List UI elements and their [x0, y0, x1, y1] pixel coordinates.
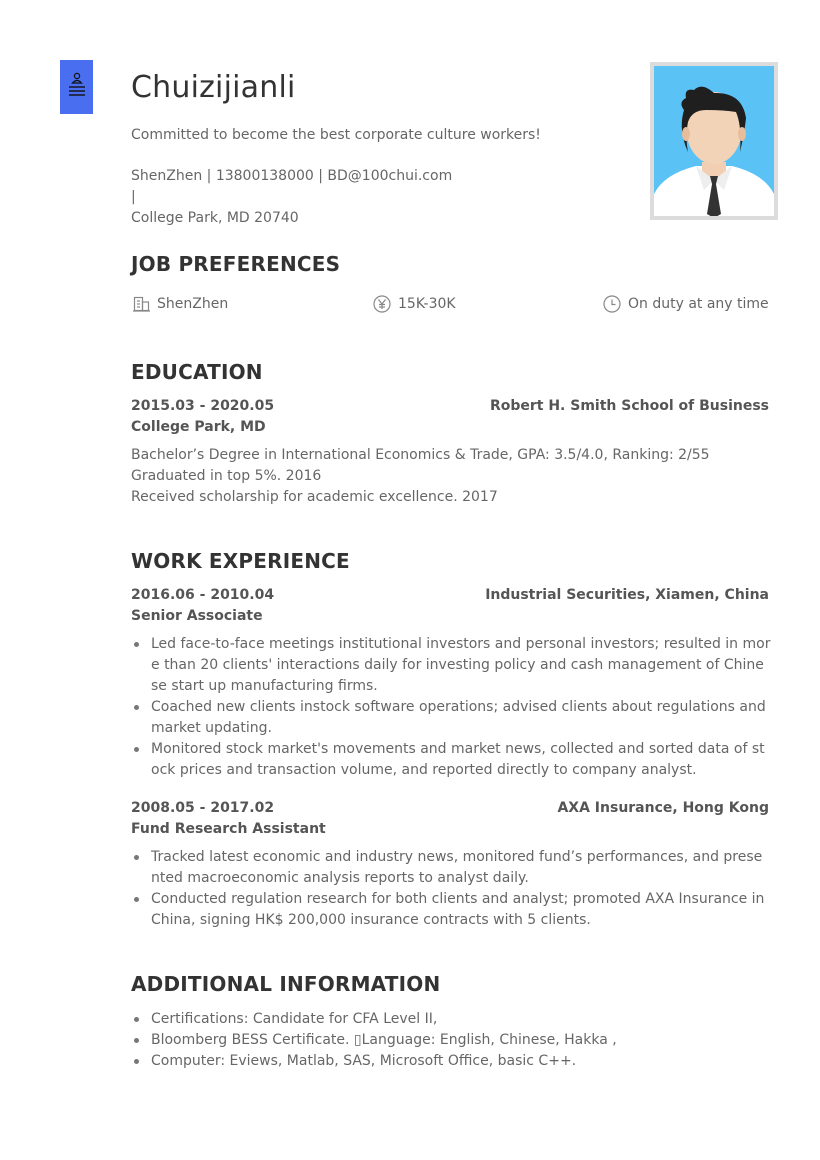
list-item: Conducted regulation research for both clients and analyst; promoted AXA Insurance in China, signing HK$ 200,000 insurance contracts with 5 clients. [131, 889, 771, 931]
yen-icon [373, 295, 391, 313]
work-header [131, 800, 769, 816]
avatar-photo [650, 62, 778, 220]
education-period: 2015.03 - 2020.05 [131, 398, 275, 414]
section-title-additional-information: ADDITIONAL INFORMATION [131, 972, 441, 996]
section-title-work-experience: WORK EXPERIENCE [131, 549, 350, 573]
work-bullets [131, 847, 771, 931]
section-title-education: EDUCATION [131, 360, 263, 384]
building-icon [133, 296, 150, 312]
list-item: Certifications: Candidate for CFA Level II, [131, 1009, 771, 1030]
pref-city-label: ShenZhen [157, 296, 229, 312]
work-title: Fund Research Assistant [131, 821, 326, 837]
list-item: Bloomberg BESS Certificate. ▯Language: English, Chinese, Hakka , [131, 1030, 771, 1051]
work-period: 2016.06 - 2010.04 [131, 587, 275, 603]
pref-city [133, 294, 228, 314]
list-item: Computer: Eviews, Matlab, SAS, Microsoft Office, basic C++. [131, 1051, 771, 1072]
education-details [131, 445, 771, 508]
avatar-illustration [654, 66, 774, 216]
address-line: College Park, MD 20740 [131, 210, 299, 226]
list-item: Led face-to-face meetings institutional investors and personal investors; resulted in more than 20 clients' interactions daily for investing policy and cash management of Chinese start up manufacturing firms. [131, 634, 771, 697]
pref-salary [373, 294, 456, 314]
work-company: AXA Insurance, Hong Kong [557, 800, 769, 816]
education-location: College Park, MD [131, 419, 266, 435]
section-title-job-preferences: JOB PREFERENCES [131, 252, 341, 276]
education-detail: Bachelor’s Degree in International Economics & Trade, GPA: 3.5/4.0, Ranking: 2/55 [131, 447, 710, 463]
work-period: 2008.05 - 2017.02 [131, 800, 275, 816]
work-company: Industrial Securities, Xiamen, China [485, 587, 769, 603]
work-title: Senior Associate [131, 608, 263, 624]
clock-icon [603, 295, 621, 313]
education-header [131, 398, 769, 414]
pref-salary-label: 15K-30K [398, 296, 456, 312]
education-detail: Graduated in top 5%. 2016 [131, 468, 322, 484]
work-header [131, 587, 769, 603]
list-item: Monitored stock market's movements and market news, collected and sorted data of stock prices and transaction volume, and reported directly to company analyst. [131, 739, 771, 781]
pref-availability-label: On duty at any time [628, 296, 769, 312]
motto: Committed to become the best corporate culture workers! [131, 127, 541, 143]
work-bullets [131, 634, 771, 781]
pref-availability [603, 294, 769, 314]
education-detail: Received scholarship for academic excellence. 2017 [131, 489, 498, 505]
profile-tab[interactable] [60, 60, 93, 114]
additional-bullets [131, 1009, 771, 1072]
contact-line: ShenZhen | 13800138000 | BD@100chui.com | [131, 168, 453, 205]
contact-info [131, 166, 461, 229]
education-school: Robert H. Smith School of Business [489, 398, 769, 414]
user-menu-icon [69, 72, 85, 100]
candidate-name: Chuizijianli [131, 70, 296, 105]
list-item: Tracked latest economic and industry news, monitored fund’s performances, and presented macroeconomic analysis reports to analyst daily. [131, 847, 771, 889]
list-item: Coached new clients instock software operations; advised clients about regulations and market updating. [131, 697, 771, 739]
